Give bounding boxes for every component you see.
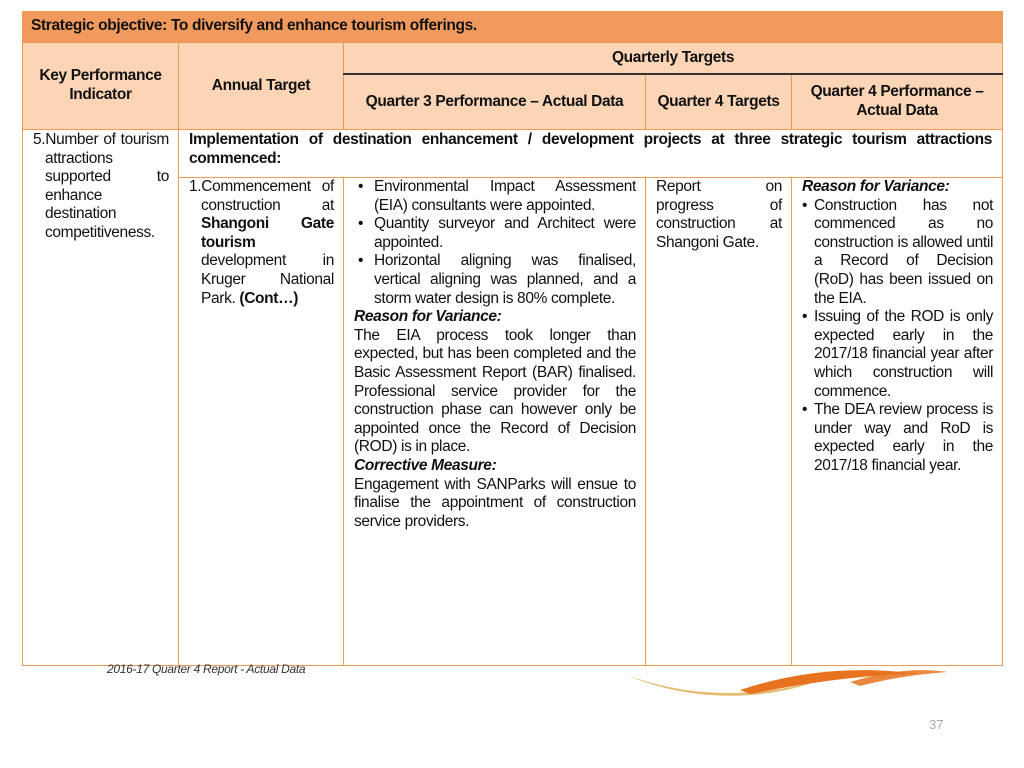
q4-bullet-list <box>802 197 993 476</box>
q3-variance-label: Reason for Variance: <box>354 308 502 326</box>
q3-corrective-label: Corrective Measure: <box>354 456 497 474</box>
q3-bullet: • Environmental Impact Assessment (EIA) consultants were appointed. <box>354 178 636 215</box>
page-number: 37 <box>929 717 944 732</box>
q4-variance-label: Reason for Variance: <box>802 178 950 195</box>
kpi-text: 5.Number of tourism attractions supported to enhance destination competitiveness. <box>33 131 169 241</box>
header-quarterly-targets: Quarterly Targets <box>344 43 1003 75</box>
q3-bullet-list <box>354 178 636 308</box>
header-q3-actual: Quarter 3 Performance – Actual Data <box>344 74 646 130</box>
header-q4-targets: Quarter 4 Targets <box>646 74 792 130</box>
q3-bullet: • Horizontal aligning was finalised, vertical aligning was planned, and a storm water design is 80% complete. <box>354 252 636 308</box>
q4-target-cell <box>646 178 792 666</box>
kpi-cell <box>23 130 179 666</box>
q4-target-text: Report on progress of construction at Shangoni Gate. <box>656 178 782 251</box>
q4-bullet: • The DEA review process is under way and RoD is expected early in the 2017/18 financial year. <box>802 401 993 475</box>
header-annual-target: Annual Target <box>179 43 344 130</box>
header-kpi: Key Performance Indicator <box>23 43 179 130</box>
q3-corrective-text: Engagement with SANParks will ensue to finalise the appointment of construction service providers. <box>354 475 636 530</box>
annual-target-prefix: 1.Commencement of construction at <box>189 178 334 214</box>
annual-target-cont: (Cont…) <box>239 289 299 307</box>
q3-variance-text: The EIA process took longer than expected, but has been completed and the Basic Assessment Report (BAR) finalised. Professional service provider for the construction phase can however only be appointed once the Record of Decision (ROD) is in place. <box>354 326 636 456</box>
annual-target-site: Shangoni Gate tourism <box>201 215 334 251</box>
q3-bullet: • Quantity surveyor and Architect were appointed. <box>354 215 636 252</box>
strategic-objective-row <box>23 12 1003 43</box>
performance-table <box>22 11 1003 666</box>
project-heading: Implementation of destination enhancement / development projects at three strategic tourism attractions commenced: <box>179 130 1003 178</box>
q4-bullet: • Construction has not commenced as no construction is allowed until a Record of Decision (RoD) has been issued on the EIA. <box>802 197 993 309</box>
q3-actual-cell <box>344 178 646 666</box>
annual-target-cell <box>179 178 344 666</box>
header-q4-actual: Quarter 4 Performance – Actual Data <box>792 74 1003 130</box>
footer-caption: 2016-17 Quarter 4 Report - Actual Data <box>107 662 306 676</box>
annual-target-text <box>189 178 334 308</box>
q4-bullet: • Issuing of the ROD is only expected early in the 2017/18 financial year after which construction will commence. <box>802 308 993 401</box>
brand-swoosh-icon <box>620 660 950 710</box>
q4-actual-cell <box>792 178 1003 666</box>
strategic-objective-text: Strategic objective: To diversify and enhance tourism offerings. <box>31 17 477 34</box>
annual-target-suffix: development in Kruger National Park. <box>201 252 334 307</box>
